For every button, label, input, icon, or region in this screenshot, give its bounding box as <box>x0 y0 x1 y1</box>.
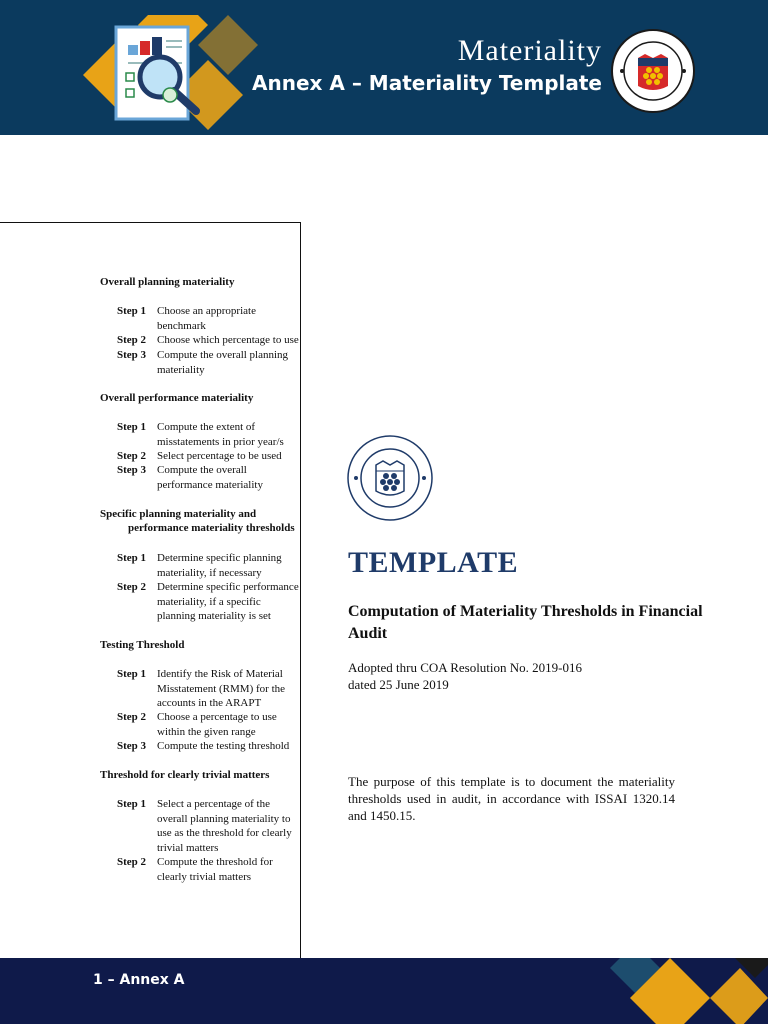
step-number: Step 1 <box>117 552 147 564</box>
step-item <box>117 739 312 754</box>
section-title: Overall planning materiality <box>100 276 235 288</box>
step-item <box>117 304 312 333</box>
step-item <box>117 449 312 464</box>
coa-seal-icon <box>610 28 696 114</box>
step-number: Step 2 <box>117 450 147 462</box>
section-title <box>100 507 310 535</box>
step-number: Step 3 <box>117 740 147 752</box>
adoption-resolution: Adopted thru COA Resolution No. 2019-016 <box>348 660 582 675</box>
step-text: Select percentage to be used <box>157 450 282 462</box>
step-text: Choose a percentage to use within the given range <box>157 711 277 738</box>
step-item <box>117 420 312 449</box>
page-header <box>0 0 768 135</box>
step-text: Compute the overall planning materiality <box>157 349 289 376</box>
template-heading: TEMPLATE <box>348 546 519 579</box>
decorative-diamonds-icon <box>610 958 768 1024</box>
step-text: Select a percentage of the overall planning materiality to use as the threshold for clearly trivial matters <box>157 798 292 854</box>
header-subtitle: Annex A – Materiality Template <box>252 71 602 95</box>
step-text: Identify the Risk of Material Misstatement (RMM) for the accounts in the ARAPT <box>157 668 286 709</box>
page-footer <box>0 958 768 1024</box>
step-number: Step 2 <box>117 581 147 593</box>
coa-seal-outline-icon <box>345 433 435 523</box>
step-item <box>117 333 312 348</box>
header-title: Materiality <box>457 34 602 67</box>
step-number: Step 1 <box>117 305 147 317</box>
step-text: Determine specific performance materiality, if a specific planning materiality is set <box>157 581 299 622</box>
document-magnifier-icon <box>78 15 268 135</box>
section-title: Threshold for clearly trivial matters <box>100 769 270 781</box>
step-number: Step 2 <box>117 711 147 723</box>
step-item <box>117 551 312 580</box>
purpose-paragraph: The purpose of this template is to document the materiality thresholds used in audit, in accordance with ISSAI 1320.14 and 1450.15. <box>348 774 675 823</box>
step-number: Step 3 <box>117 349 147 361</box>
step-text: Choose an appropriate benchmark <box>157 305 256 332</box>
step-item <box>117 667 312 711</box>
step-item <box>117 710 312 739</box>
step-text: Compute the testing threshold <box>157 740 290 752</box>
section-title-line: performance materiality thresholds <box>128 522 295 534</box>
step-number: Step 2 <box>117 334 147 346</box>
step-item <box>117 580 312 624</box>
step-number: Step 1 <box>117 421 147 433</box>
adoption-note <box>348 659 688 693</box>
step-text: Compute the extent of misstatements in prior year/s <box>157 421 284 448</box>
step-number: Step 1 <box>117 798 147 810</box>
step-number: Step 3 <box>117 464 147 476</box>
step-item <box>117 463 312 492</box>
step-item <box>117 797 312 855</box>
step-text: Choose which percentage to use <box>157 334 299 346</box>
step-number: Step 1 <box>117 668 147 680</box>
step-item <box>117 855 312 884</box>
step-item <box>117 348 312 377</box>
step-text: Determine specific planning materiality, if necessary <box>157 552 282 579</box>
step-number: Step 2 <box>117 856 147 868</box>
section-title-line: Specific planning materiality and <box>100 508 257 520</box>
document-title: Computation of Materiality Thresholds in Financial Audit <box>348 603 703 642</box>
section-title: Overall performance materiality <box>100 392 254 404</box>
page-number-label: 1 – Annex A <box>93 972 185 988</box>
step-text: Compute the threshold for clearly trivial matters <box>157 856 273 883</box>
step-text: Compute the overall performance materiality <box>157 464 263 491</box>
section-title: Testing Threshold <box>100 639 185 651</box>
adoption-date: dated 25 June 2019 <box>348 677 449 692</box>
